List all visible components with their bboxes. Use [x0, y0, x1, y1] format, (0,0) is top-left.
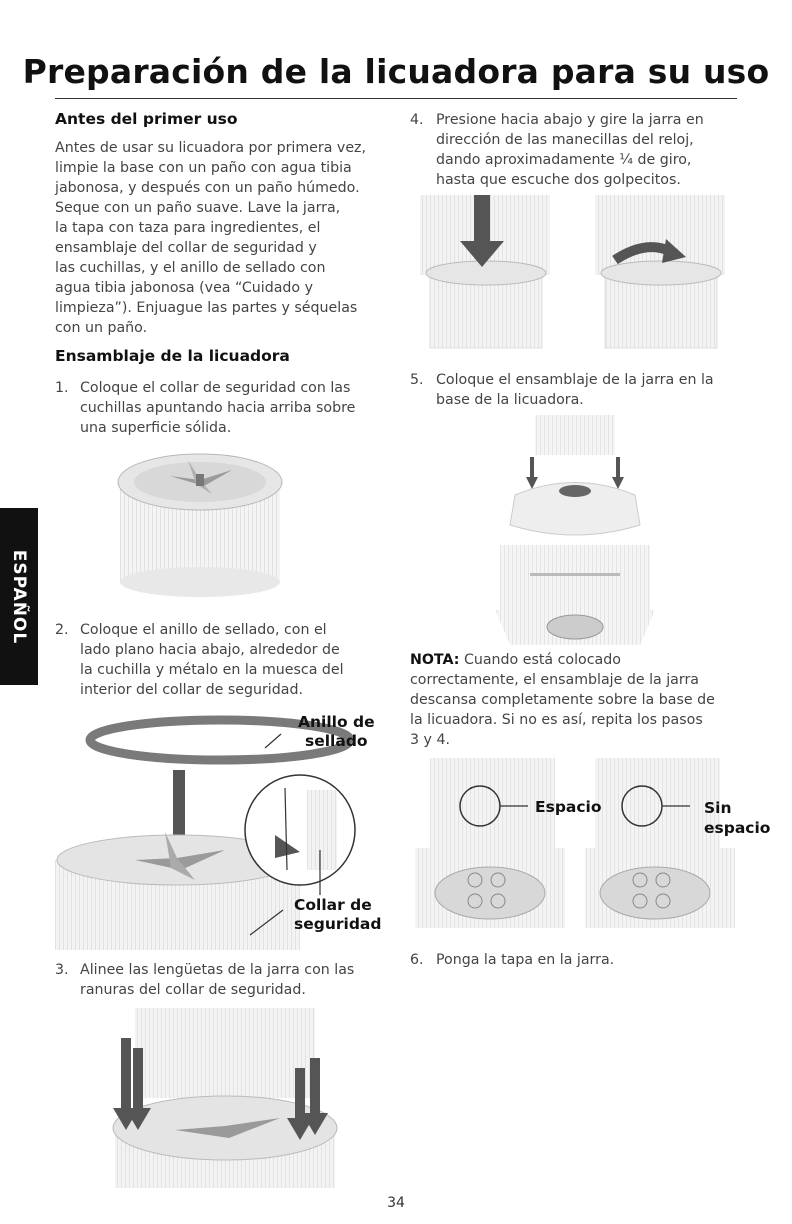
callout-line: espacio	[704, 819, 771, 837]
figure-place-jar-on-base	[480, 415, 670, 645]
callout-line: Collar de	[294, 896, 372, 914]
text-line: jabonosa, y después con un paño húmedo.	[55, 180, 360, 196]
down-arrow-icon	[612, 457, 624, 489]
step-number: 3.	[55, 962, 69, 978]
heading-before-first-use: Antes del primer uso	[55, 110, 238, 128]
note-text: Cuando está colocado	[459, 652, 621, 668]
page-number: 34	[387, 1195, 405, 1211]
note-line: 3 y 4.	[410, 732, 450, 748]
text-line: agua tibia jabonosa (vea “Cuidado y	[55, 280, 313, 296]
callout-line: seguridad	[294, 915, 382, 933]
language-tab	[0, 508, 38, 685]
callout-line: sellado	[305, 732, 368, 750]
step-text: cuchillas apuntando hacia arriba sobre	[80, 400, 356, 416]
note-line: la licuadora. Si no es así, repita los pasos	[410, 712, 703, 728]
step-text: Coloque el anillo de sellado, con el	[80, 622, 327, 638]
step-text: la cuchilla y métalo en la muesca del	[80, 662, 344, 678]
note-line	[410, 650, 621, 670]
step-text: Coloque el ensamblaje de la jarra en la	[436, 372, 714, 388]
step-text: ranuras del collar de seguridad.	[80, 982, 306, 998]
figure-align-jar-tabs	[105, 1008, 345, 1188]
figure-gap-comparison	[410, 758, 740, 943]
step-text: dando aproximadamente ¼ de giro,	[436, 152, 692, 168]
page-title: Preparación de la licuadora para su uso	[22, 52, 770, 91]
text-line: Seque con un paño suave. Lave la jarra,	[55, 200, 341, 216]
text-line: con un paño.	[55, 320, 148, 336]
step-text: una superficie sólida.	[80, 420, 232, 436]
step-text: lado plano hacia abajo, alrededor de	[80, 642, 340, 658]
heading-assembly: Ensamblaje de la licuadora	[55, 347, 290, 365]
step-text: Alinee las lengüetas de la jarra con las	[80, 962, 355, 978]
callout-gap: Espacio	[535, 798, 602, 816]
language-tab-label: ESPAÑOL	[9, 549, 29, 644]
step-text: Coloque el collar de seguridad con las	[80, 380, 351, 396]
text-line: limpieza”). Enjuague las partes y séquelas	[55, 300, 358, 316]
down-arrow-icon	[526, 457, 538, 489]
step-text: interior del collar de seguridad.	[80, 682, 303, 698]
step-text: base de la licuadora.	[436, 392, 584, 408]
note-line: correctamente, el ensamblaje de la jarra	[410, 672, 699, 688]
step-number: 6.	[410, 952, 424, 968]
callout-line: Sin	[704, 799, 732, 817]
figure-press-and-rotate	[410, 195, 740, 350]
step-text: hasta que escuche dos golpecitos.	[436, 172, 681, 188]
step-number: 4.	[410, 112, 424, 128]
step-number: 5.	[410, 372, 424, 388]
callout-line: Anillo de	[298, 713, 375, 731]
text-line: las cuchillas, y el anillo de sellado con	[55, 260, 326, 276]
step-text: Presione hacia abajo y gire la jarra en	[436, 112, 704, 128]
text-line: la tapa con taza para ingredientes, el	[55, 220, 321, 236]
note-label: NOTA:	[410, 652, 460, 668]
note-line: descansa completamente sobre la base de	[410, 692, 715, 708]
figure-safety-collar-blades	[100, 440, 300, 600]
step-text: dirección de las manecillas del reloj,	[436, 132, 694, 148]
step-number: 1.	[55, 380, 69, 396]
text-line: ensamblaje del collar de seguridad y	[55, 240, 317, 256]
text-line: Antes de usar su licuadora por primera vez,	[55, 140, 367, 156]
step-text: Ponga la tapa en la jarra.	[436, 952, 615, 968]
step-number: 2.	[55, 622, 69, 638]
text-line: limpie la base con un paño con agua tibia	[55, 160, 352, 176]
title-divider	[55, 98, 737, 99]
